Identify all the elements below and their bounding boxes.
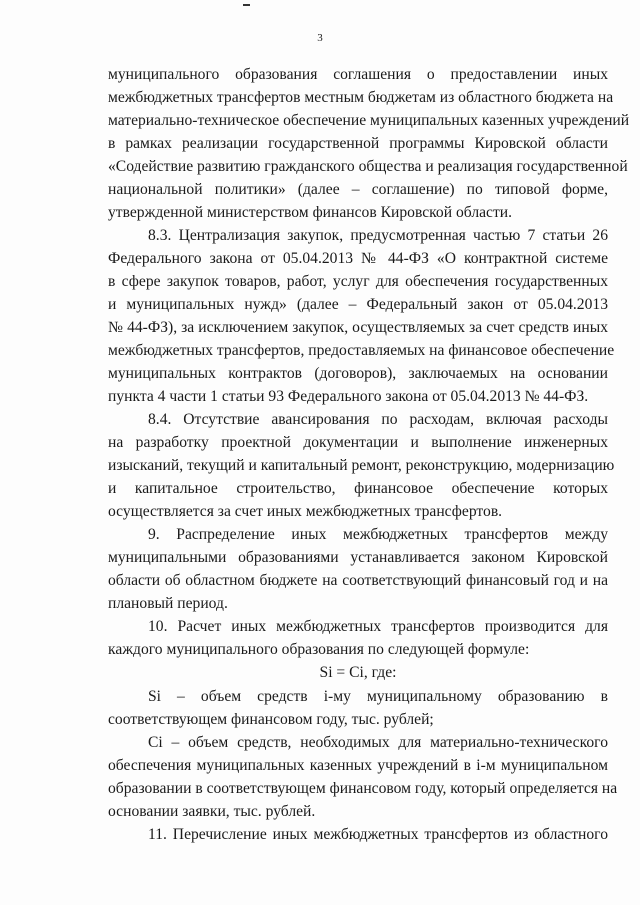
text-line: области об областном бюджете на соответствующий финансовый год и на — [108, 572, 608, 589]
text-line: 11. Перечисление иных межбюджетных трансфертов из областного — [148, 826, 608, 843]
scan-mark — [243, 4, 250, 6]
text-line: 8.4. Отсутствие авансирования по расходам, включая расходы — [148, 411, 608, 428]
text-line: Si = Ci, где: — [319, 664, 397, 681]
text-line: плановый период. — [108, 595, 228, 612]
text-line: Ci – объем средств, необходимых для материально-технического — [148, 734, 608, 751]
text-line: 9. Распределение иных межбюджетных трансфертов между — [148, 526, 608, 543]
text-line: национальной политики» (далее – соглашение) по типовой форме, — [108, 181, 608, 198]
text-line: осуществляется за счет иных межбюджетных трансфертов. — [108, 503, 503, 520]
text-line: материально-техническое обеспечение муниципальных казенных учреждений — [108, 112, 630, 129]
text-line: 8.3. Централизация закупок, предусмотренная частью 7 статьи 26 — [148, 227, 608, 244]
text-line: утвержденной министерством финансов Кировской области. — [108, 204, 512, 221]
text-line: основании заявки, тыс. рублей. — [108, 803, 316, 820]
text-line: изысканий, текущий и капитальный ремонт, реконструкцию, модернизацию — [108, 457, 615, 474]
text-line: и муниципальных нужд» (далее – Федеральный закон от 05.04.2013 — [108, 296, 608, 313]
text-line: в сфере закупок товаров, работ, услуг для обеспечения государственных — [108, 273, 608, 290]
text-line: образовании в соответствующем финансовом году, который определяется на — [108, 780, 618, 797]
text-line: муниципальных контрактов (договоров), заключаемых на основании — [108, 365, 608, 382]
text-line: и капитальное строительство, финансовое обеспечение которых — [108, 480, 608, 497]
page-number: 3 — [317, 32, 323, 44]
text-line: № 44-ФЗ), за исключением закупок, осуществляемых за счет средств иных — [108, 319, 608, 336]
text-line: каждого муниципального образования по следующей формуле: — [108, 641, 530, 658]
text-line: на разработку проектной документации и выполнение инженерных — [108, 434, 608, 451]
text-line: муниципального образования соглашения о предоставлении иных — [108, 66, 608, 83]
text-line: обеспечения муниципальных казенных учреждений в i-м муниципальном — [108, 757, 608, 774]
text-line: соответствующем финансовом году, тыс. рублей; — [108, 711, 434, 728]
text-line: Si – объем средств i-му муниципальному образованию в — [148, 688, 608, 705]
text-line: в рамках реализации государственной программы Кировской области — [108, 135, 608, 152]
text-line: межбюджетных трансфертов, предоставляемых на финансовое обеспечение — [108, 342, 615, 359]
text-line: «Содействие развитию гражданского общества и реализация государственной — [108, 158, 628, 175]
text-line: муниципальными образованиями устанавливается законом Кировской — [108, 549, 608, 566]
text-line: 10. Расчет иных межбюджетных трансфертов производится для — [148, 618, 608, 635]
text-line: пункта 4 части 1 статьи 93 Федерального закона от 05.04.2013 № 44-ФЗ. — [108, 388, 589, 405]
text-line: межбюджетных трансфертов местным бюджетам из областного бюджета на — [108, 89, 614, 106]
text-line: Федерального закона от 05.04.2013 № 44-ФЗ «О контрактной системе — [108, 250, 608, 267]
